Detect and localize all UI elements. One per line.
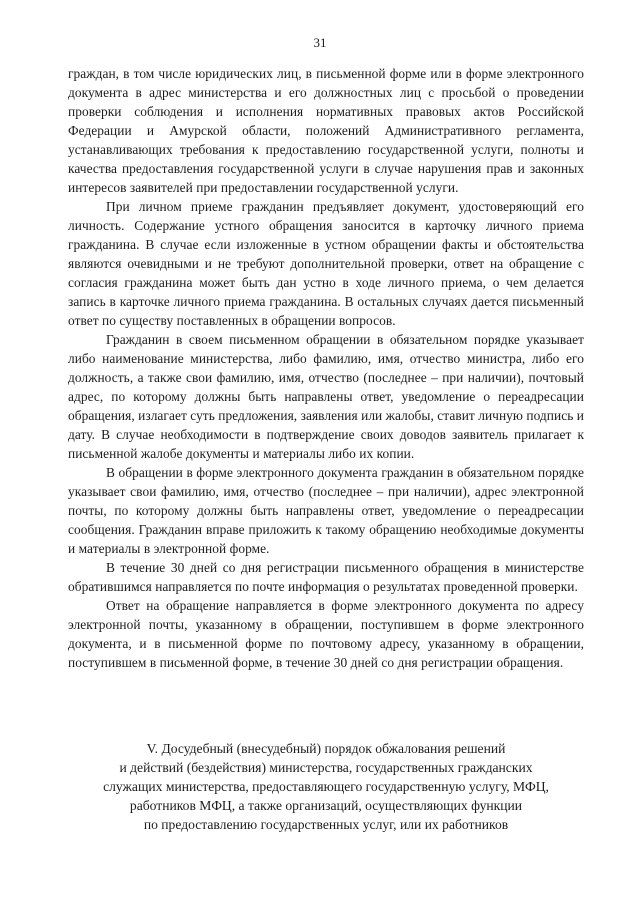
paragraph-complaint-scope: граждан, в том числе юридических лиц, в письменной форме или в форме электронного документа в адрес министерства и его должностных лиц с просьбой о проведении проверки соблюдения и исполнения нормативных правовых актов Российской Федерации и Амурской области, положений Административного регламента, устанавливающих требования к предоставлению государственной услуги, полноты и качества предоставления государственной услуги в случае нарушения прав и законных интересов заявителей при предоставлении государственной услуги.: [68, 66, 584, 195]
section-heading-line: работников МФЦ, а также организаций, осуществляющих функции: [129, 798, 523, 813]
body-text: [68, 64, 584, 672]
section-heading-line: по предоставлению государственных услуг, или их работников: [143, 817, 509, 832]
paragraph-response-deadline: В течение 30 дней со дня регистрации письменного обращения в министерстве обратившимся направляется по почте информация о результатах проведенной проверки.: [68, 560, 584, 594]
section-heading-line: V. Досудебный (внесудебный) порядок обжалования решений: [146, 741, 506, 756]
paragraph-electronic-appeal: В обращении в форме электронного документа гражданин в обязательном порядке указывает свои фамилию, имя, отчество (последнее – при наличии), адрес электронной почты, по которому должны быть направлены ответ, уведомление о переадресации сообщения. Гражданин вправе приложить к такому обращению необходимые документы и материалы в электронной форме.: [68, 465, 584, 556]
section-heading-line: служащих министерства, предоставляющего государственную услугу, МФЦ,: [103, 779, 549, 794]
section-heading: [64, 739, 588, 834]
page-number: 31: [313, 35, 327, 50]
paragraph-personal-reception: При личном приеме гражданин предъявляет документ, удостоверяющий его личность. Содержание устного обращения заносится в карточку личного приема гражданина. В случае если изложенные в устном обращении факты и обстоятельства являются очевидными и не требуют дополнительной проверки, ответ на обращение с согласия гражданина может быть дан устно в ходе личного приема, о чем делается запись в карточке личного приема гражданина. В остальных случаях дается письменный ответ по существу поставленных в обращении вопросов.: [68, 199, 584, 328]
paragraph-written-appeal: Гражданин в своем письменном обращении в обязательном порядке указывает либо наименование министерства, либо фамилию, имя, отчество министра, либо его должность, а также свои фамилию, имя, отчество (последнее – при наличии), почтовый адрес, по которому должны быть направлены ответ, уведомление о переадресации обращения, излагает суть предложения, заявления или жалобы, ставит личную подпись и дату. В случае необходимости в подтверждение своих доводов заявитель прилагает к письменной жалобе документы и материалы либо их копии.: [68, 332, 584, 461]
paragraph-response-delivery: Ответ на обращение направляется в форме электронного документа по адресу электронной почты, указанному в обращении, поступившем в форме электронного документа, и в письменной форме по почтовому адресу, указанному в обращении, поступившем в письменной форме, в течение 30 дней со дня регистрации обращения.: [68, 598, 584, 670]
section-heading-line: и действий (бездействия) министерства, государственных гражданских: [119, 760, 533, 775]
